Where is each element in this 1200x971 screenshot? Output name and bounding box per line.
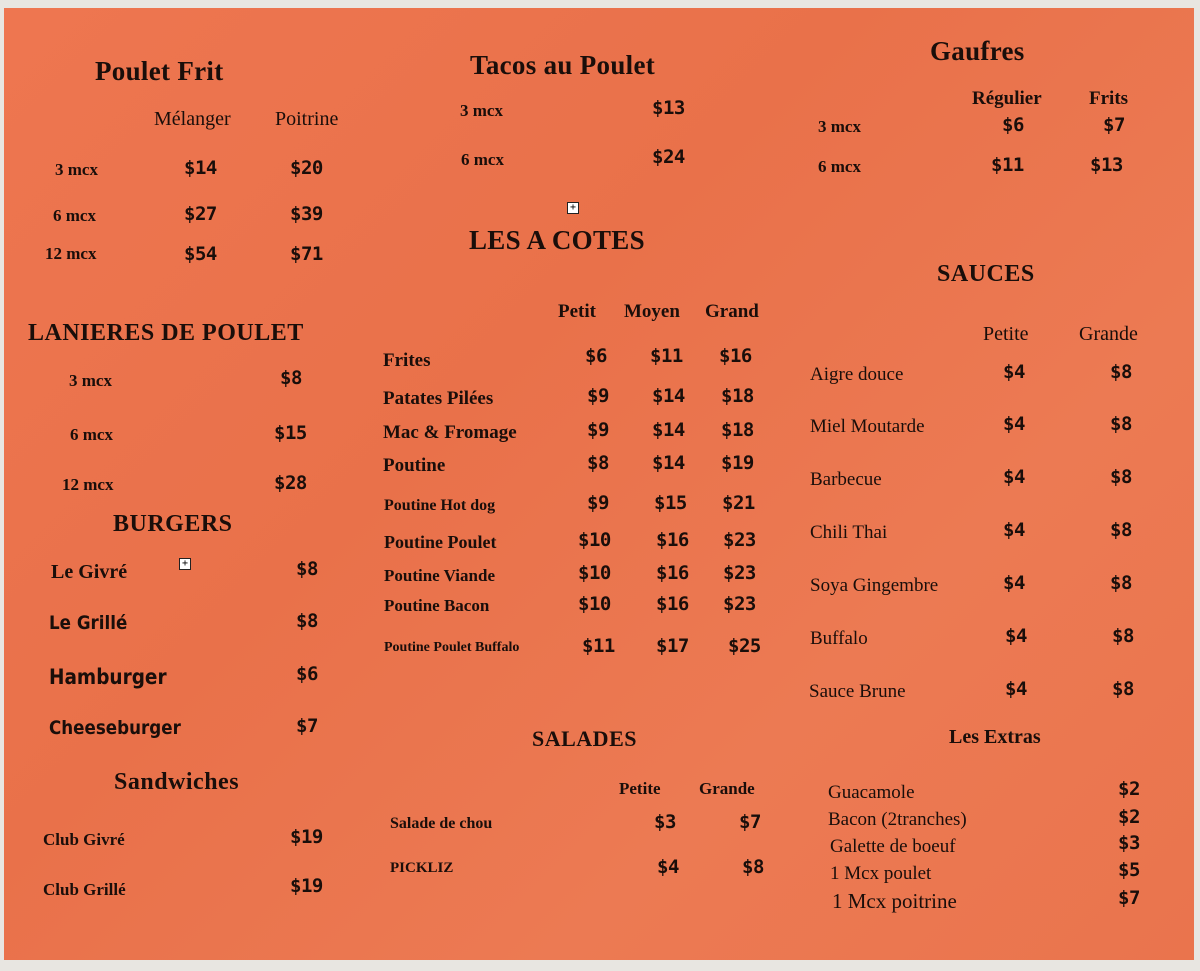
acotes-price: $10 — [578, 529, 611, 551]
gaufres-price: $7 — [1103, 114, 1125, 136]
acotes-price: $23 — [723, 562, 756, 584]
acotes-price: $18 — [721, 385, 754, 407]
lanieres-price: $8 — [280, 367, 302, 389]
salades-price: $8 — [742, 856, 764, 878]
gaufres-price: $6 — [1002, 114, 1024, 136]
poulet-frit-row-label: 12 mcx — [45, 244, 97, 263]
acotes-price: $10 — [578, 562, 611, 584]
acotes-price: $8 — [587, 452, 609, 474]
extras-row-label: Guacamole — [828, 782, 915, 803]
acotes-row-label: Frites — [383, 350, 431, 371]
acotes-price: $18 — [721, 419, 754, 441]
extras-price: $7 — [1118, 887, 1140, 909]
acotes-row-label: Poutine Poulet — [384, 532, 497, 552]
extras-row-label: 1 Mcx poulet — [830, 863, 932, 884]
burgers-row-label: Le Givré — [51, 561, 128, 583]
sauces-row-label: Miel Moutarde — [810, 416, 925, 437]
burgers-row-label: Hamburger — [49, 665, 167, 689]
extras-row-label: Galette de boeuf — [830, 836, 956, 857]
acotes-price: $23 — [723, 529, 756, 551]
poulet-frit-price: $54 — [184, 243, 217, 265]
acotes-price: $15 — [654, 492, 687, 514]
acotes-col-moyen: Moyen — [624, 301, 680, 322]
acotes-price: $16 — [719, 345, 752, 367]
acotes-col-petit: Petit — [558, 301, 596, 322]
tacos-price: $24 — [652, 146, 685, 168]
sauces-price: $4 — [1003, 519, 1025, 541]
lanieres-row-label: 12 mcx — [62, 475, 114, 494]
plus-icon: + — [179, 558, 191, 570]
sauces-price: $8 — [1112, 625, 1134, 647]
sauces-price: $4 — [1003, 466, 1025, 488]
acotes-price: $11 — [650, 345, 683, 367]
extras-title: Les Extras — [949, 726, 1041, 748]
acotes-col-grand: Grand — [705, 301, 759, 322]
sandwiches-price: $19 — [290, 826, 323, 848]
lanieres-title: LANIERES DE POULET — [28, 320, 304, 346]
sauces-row-label: Chili Thai — [810, 522, 888, 543]
sauces-price: $8 — [1110, 361, 1132, 383]
gaufres-row-label: 6 mcx — [818, 157, 861, 176]
poulet-frit-col-melanger: Mélanger — [154, 108, 231, 130]
salades-col-petite: Petite — [619, 779, 661, 798]
burgers-title: BURGERS — [113, 511, 233, 537]
acotes-row-label: Poutine — [383, 455, 446, 476]
acotes-price: $16 — [656, 562, 689, 584]
acotes-price: $16 — [656, 529, 689, 551]
acotes-price: $23 — [723, 593, 756, 615]
salades-row-label: Salade de chou — [390, 815, 493, 832]
sandwiches-title: Sandwiches — [114, 769, 240, 795]
extras-price: $2 — [1118, 778, 1140, 800]
salades-row-label: PICKLIZ — [390, 860, 454, 876]
acotes-price: $9 — [587, 419, 609, 441]
sauces-price: $4 — [1003, 361, 1025, 383]
sauces-col-petite: Petite — [983, 323, 1029, 345]
poulet-frit-price: $27 — [184, 203, 217, 225]
sandwiches-row-label: Club Grillé — [43, 880, 126, 899]
poulet-frit-title: Poulet Frit — [95, 56, 224, 86]
acotes-price: $25 — [728, 635, 761, 657]
acotes-price: $14 — [652, 385, 685, 407]
acotes-price: $10 — [578, 593, 611, 615]
tacos-row-label: 6 mcx — [461, 150, 504, 169]
poulet-frit-price: $71 — [290, 243, 323, 265]
burgers-price: $6 — [296, 663, 318, 685]
sauces-row-label: Aigre douce — [810, 364, 904, 385]
sauces-price: $8 — [1110, 572, 1132, 594]
acotes-price: $16 — [656, 593, 689, 615]
plus-icon: + — [567, 202, 579, 214]
sauces-price: $8 — [1110, 466, 1132, 488]
tacos-row-label: 3 mcx — [460, 101, 503, 120]
burgers-row-label: Le Grillé — [49, 612, 128, 634]
acotes-price: $19 — [721, 452, 754, 474]
extras-price: $5 — [1118, 859, 1140, 881]
acotes-row-label: Poutine Hot dog — [384, 497, 496, 514]
gaufres-row-label: 3 mcx — [818, 117, 861, 136]
extras-price: $3 — [1118, 832, 1140, 854]
sauces-row-label: Sauce Brune — [809, 681, 906, 702]
poulet-frit-row-label: 6 mcx — [53, 206, 96, 225]
gaufres-col-frits: Frits — [1089, 88, 1129, 109]
acotes-row-label: Patates Pilées — [383, 388, 494, 409]
acotes-price: $21 — [722, 492, 755, 514]
burgers-price: $7 — [296, 715, 318, 737]
sauces-col-grande: Grande — [1079, 323, 1138, 345]
sauces-row-label: Barbecue — [810, 469, 882, 490]
sandwiches-row-label: Club Givré — [43, 830, 125, 849]
sauces-price: $4 — [1005, 678, 1027, 700]
tacos-title: Tacos au Poulet — [470, 50, 656, 80]
poulet-frit-price: $14 — [184, 157, 217, 179]
sauces-price: $4 — [1003, 572, 1025, 594]
salades-price: $4 — [657, 856, 679, 878]
acotes-row-label: Poutine Viande — [384, 566, 495, 585]
lanieres-row-label: 3 mcx — [69, 371, 112, 390]
sandwiches-price: $19 — [290, 875, 323, 897]
burgers-row-label: Cheeseburger — [49, 717, 181, 739]
sauces-row-label: Buffalo — [810, 628, 868, 649]
extras-row-label: 1 Mcx poitrine — [832, 889, 957, 913]
extras-row-label: Bacon (2tranches) — [828, 809, 967, 830]
salades-title: SALADES — [532, 726, 637, 751]
burgers-price: $8 — [296, 558, 318, 580]
tacos-price: $13 — [652, 97, 685, 119]
gaufres-title: Gaufres — [930, 36, 1025, 66]
sauces-title: SAUCES — [937, 261, 1035, 287]
acotes-price: $14 — [652, 419, 685, 441]
burgers-price: $8 — [296, 610, 318, 632]
acotes-price: $6 — [585, 345, 607, 367]
lanieres-price: $28 — [274, 472, 307, 494]
salades-price: $3 — [654, 811, 676, 833]
gaufres-col-regulier: Régulier — [972, 88, 1042, 109]
lanieres-row-label: 6 mcx — [70, 425, 113, 444]
menu-board — [4, 8, 1194, 960]
lanieres-price: $15 — [274, 422, 307, 444]
salades-col-grande: Grande — [699, 779, 755, 798]
gaufres-price: $11 — [991, 154, 1024, 176]
acotes-row-label: Mac & Fromage — [383, 422, 517, 443]
acotes-price: $17 — [656, 635, 689, 657]
sauces-row-label: Soya Gingembre — [810, 575, 939, 596]
sauces-price: $8 — [1110, 413, 1132, 435]
acotes-price: $11 — [582, 635, 615, 657]
poulet-frit-col-poitrine: Poitrine — [275, 108, 339, 130]
poulet-frit-price: $39 — [290, 203, 323, 225]
acotes-price: $9 — [587, 492, 609, 514]
acotes-price: $9 — [587, 385, 609, 407]
acotes-row-label: Poutine Bacon — [384, 596, 490, 615]
acotes-row-label: Poutine Poulet Buffalo — [384, 640, 520, 655]
sauces-price: $4 — [1003, 413, 1025, 435]
sauces-price: $8 — [1112, 678, 1134, 700]
acotes-price: $14 — [652, 452, 685, 474]
poulet-frit-price: $20 — [290, 157, 323, 179]
acotes-title: LES A COTES — [469, 225, 645, 255]
sauces-price: $8 — [1110, 519, 1132, 541]
poulet-frit-row-label: 3 mcx — [55, 160, 98, 179]
gaufres-price: $13 — [1090, 154, 1123, 176]
extras-price: $2 — [1118, 806, 1140, 828]
sauces-price: $4 — [1005, 625, 1027, 647]
salades-price: $7 — [739, 811, 761, 833]
